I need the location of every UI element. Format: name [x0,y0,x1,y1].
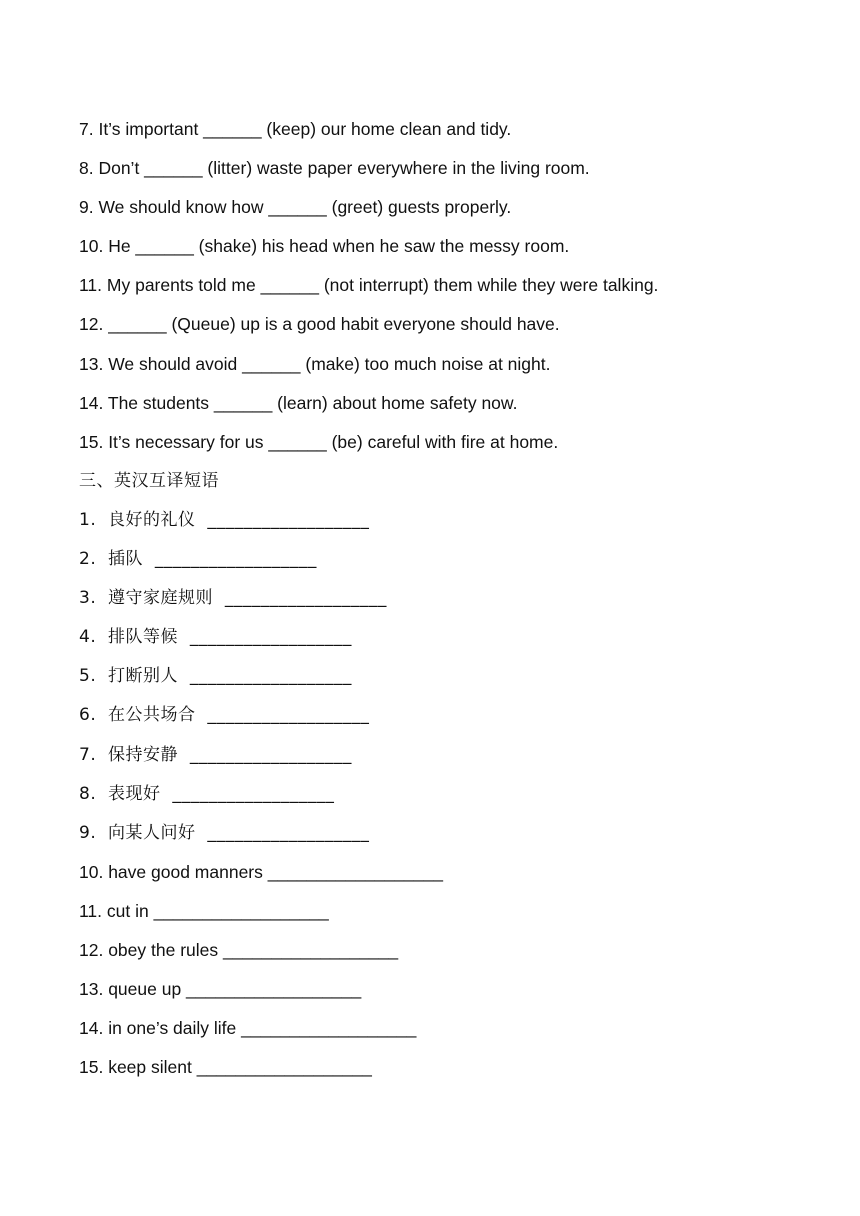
phrase-item-5: 5. 打断别人 __________________ [79,666,352,687]
question-13: 13. We should avoid ______ (make) too much noise at night. [79,353,551,374]
question-9: 9. We should know how ______ (greet) guests properly. [79,197,512,218]
question-11: 11. My parents told me ______ (not interrupt) them while they were talking. [79,275,659,296]
question-7: 7. It’s important ______ (keep) our home clean and tidy. [79,119,512,139]
phrase-item-11: 11. cut in __________________ [79,900,329,921]
question-12: 12. ______ (Queue) up is a good habit everyone should have. [79,314,560,335]
phrase-item-2: 2. 插队 __________________ [79,549,317,570]
phrase-item-3: 3. 遵守家庭规则 __________________ [79,588,387,609]
question-10: 10. He ______ (shake) his head when he saw the messy room. [79,236,570,257]
section-three-heading: 三、英汉互译短语 [79,470,219,491]
phrase-item-12: 12. obey the rules __________________ [79,939,399,960]
question-8: 8. Don’t ______ (litter) waste paper everywhere in the living room. [79,158,590,179]
phrase-item-6: 6. 在公共场合 __________________ [79,705,370,726]
phrase-item-7: 7. 保持安静 __________________ [79,744,352,765]
worksheet-content [79,110,799,1087]
phrase-item-9: 9. 向某人问好 __________________ [79,822,370,843]
question-15: 15. It’s necessary for us ______ (be) careful with fire at home. [79,431,559,452]
phrase-item-14: 14. in one’s daily life __________________ [79,1018,417,1039]
phrase-item-1: 1. 良好的礼仪 __________________ [79,509,370,530]
phrase-item-13: 13. queue up __________________ [79,979,362,1000]
phrase-item-15: 15. keep silent __________________ [79,1057,372,1078]
question-14: 14. The students ______ (learn) about home safety now. [79,392,518,413]
phrase-item-4: 4. 排队等候 __________________ [79,627,352,648]
phrase-item-8: 8. 表现好 __________________ [79,783,335,804]
phrase-item-10: 10. have good manners __________________ [79,861,443,882]
